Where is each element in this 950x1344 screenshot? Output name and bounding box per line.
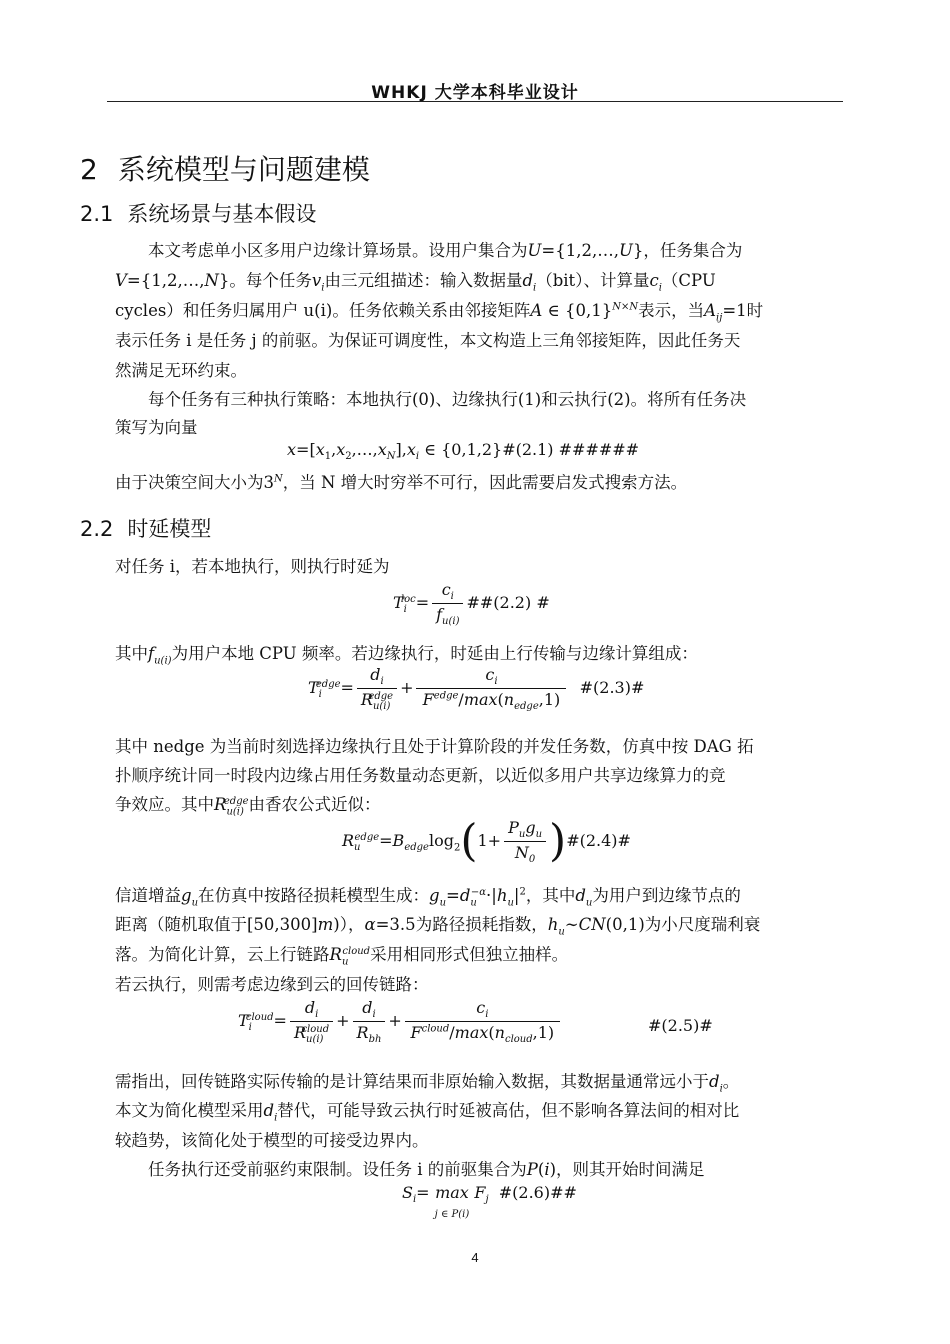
paragraph-line: 任务执行还受前驱约束限制。设任务 i 的前驱集合为P(i)，则其开始时间满足 — [148, 1160, 705, 1179]
equation-2-5: $T_i^{cloud}=$ $\frac{d_i}{R_{u(i)}^{cloud}}$ + $\frac{d_i}{R_{bh}}$ + $\frac{c_i}{F^{cloud}/\max(n_{cloud},1)}$ #(2.5)# — [238, 998, 713, 1046]
text-span: 为用户到边缘节点的 — [592, 886, 741, 905]
text-span: 由香农公式近似： — [248, 795, 381, 814]
paragraph-line: 其中 nedge 为当前时刻选择边缘执行且处于计算阶段的并发任务数，仿真中按 DAG 拓 — [115, 737, 754, 756]
paragraph-line: 其中$f_{u(i)}$为用户本地 CPU 频率。若边缘执行，时延由上行传输与边缘计算组成： — [115, 644, 698, 667]
paragraph-line: 较趋势，该简化处于模型的可接受边界内。 — [115, 1131, 429, 1150]
equation-label: #(2.3)# — [579, 678, 645, 698]
equation-label: #(2.1) ###### — [502, 440, 640, 459]
text-span: 信道增益 — [115, 886, 181, 905]
text-span: （bit）、计算量 — [536, 271, 650, 290]
paragraph-line: 若云执行，则需考虑边缘到云的回传链路： — [115, 975, 429, 994]
paragraph-line: cycles）和任务归属用户 u(i)。任务依赖关系由邻接矩阵A ∈ $\{0,1\}^{N\times N}$表示，当$A_{ij}=1$时 — [115, 301, 764, 324]
text-span: ，当 N 增大时穷举不可行，因此需要启发式搜索方法。 — [282, 473, 688, 492]
text-span: cycles）和任务归属用户 u(i)。任务依赖关系由邻接矩阵 — [115, 301, 531, 320]
text-span: 由于决策空间大小为3 — [115, 473, 274, 492]
text-span: 采用相同形式但独立抽样。 — [370, 945, 569, 964]
equation-2-2: $T_i^{loc}=$ $\frac{c_i}{f_{u(i)}}$ ##(2.2) # — [393, 580, 550, 628]
equation-label: #(2.6)## — [498, 1183, 577, 1202]
paragraph-line: 扑顺序统计同一时段内边缘占用任务数量动态更新，以近似多用户共享边缘算力的竞 — [115, 766, 726, 785]
chapter-heading — [80, 148, 370, 188]
text-span: 任务执行还受前驱约束限制。设任务 i 的前驱集合为 — [148, 1160, 527, 1179]
header-rule — [107, 101, 843, 102]
text-span: 在仿真中按路径损耗模型生成： — [198, 886, 430, 905]
text-span: 替代，可能导致云执行时延被高估，但不影响各算法间的相对比 — [277, 1101, 740, 1120]
paragraph-line: V={1,2,…,N}。每个任务$v_i$由三元组描述：输入数据量$d_i(bit)$、计算量$c_i(CPU$ — [115, 271, 716, 294]
paragraph-line: 本文为简化模型采用$d_i$替代，可能导致云执行时延被高估，但不影响各算法间的相对比 — [115, 1101, 740, 1124]
text-span: 为路径损耗指数， — [415, 915, 548, 934]
paragraph-line: 需指出，回传链路实际传输的是计算结果而非原始输入数据，其数据量通常远小于$d_i$。 — [115, 1072, 740, 1095]
section-title: 系统场景与基本假设 — [127, 202, 317, 226]
text-span: 为用户本地 CPU 频率。若边缘执行，时延由上行传输与边缘计算组成： — [171, 644, 698, 663]
paragraph-line: 争效应。其中$R_{u(i)}^{edge}$由香农公式近似： — [115, 795, 381, 818]
equation-2-3: $T_i^{edge}=$ $\frac{d_i}{R_{u(i)}^{edge}}$ + $\frac{c_i}{F^{edge}/\max(n_{edge},1)}$ #(2.3)# — [308, 665, 645, 713]
equation-label: ##(2.2) # — [466, 593, 550, 613]
paragraph-line: 落。为简化计算，云上行链路$R_u^{cloud}$采用相同形式但独立抽样。 — [115, 945, 569, 968]
equation-2-4: $R_u^{edge}=B_{edge}\log_2(1+$ $\frac{P_ug_u}{N_0}$ )#(2.4)# — [342, 815, 631, 867]
equation-2-1: $x=[x_1,x_2,\dots,x_N],x_i$ ∈ {0,1,2}#(2.1) ###### — [287, 440, 640, 463]
text-span: 由三元组描述：输入数据量 — [324, 271, 523, 290]
page-header: WHKJ 大学本科毕业设计 — [371, 83, 579, 103]
chapter-title: 系统模型与问题建模 — [117, 153, 370, 186]
paragraph-line: 策写为向量 — [115, 418, 198, 437]
paragraph-line: 然满足无环约束。 — [115, 361, 247, 380]
text-span: ，其中 — [525, 886, 576, 905]
paragraph-line: 距离（随机取值于[50,300]m)），α=3.5为路径损耗指数，$h_u\sim CN(0,1)$为小尺度瑞利衰 — [115, 915, 761, 938]
text-span: 时 — [746, 301, 764, 320]
text-span: ，则其开始时间满足 — [556, 1160, 705, 1179]
text-span: ，任务集合为 — [643, 241, 743, 260]
section-number: 2.2 — [80, 517, 114, 541]
section-number: 2.1 — [80, 202, 114, 226]
chapter-number: 2 — [80, 153, 98, 186]
paragraph-line: 本文考虑单小区多用户边缘计算场景。设用户集合为U={1,2,…,U}，任务集合为 — [148, 241, 743, 260]
text-span: 其中 — [115, 644, 148, 663]
paragraph-line: 每个任务有三种执行策略：本地执行(0)、边缘执行(1)和云执行(2)。将所有任务决 — [148, 390, 747, 409]
text-span: 表示，当 — [638, 301, 705, 320]
text-span: 需指出，回传链路实际传输的是计算结果而非原始输入数据，其数据量通常远小于 — [115, 1072, 709, 1091]
equation-label: #(2.4)# — [566, 831, 631, 851]
equation-2-6: $S_i= \max$ j ∈ P(i) $F_j$ #(2.6)## — [402, 1183, 577, 1220]
text-span: 落。为简化计算，云上行链路 — [115, 945, 330, 964]
section-title: 时延模型 — [127, 517, 212, 541]
text-span: 争效应。其中 — [115, 795, 214, 814]
text-span: 。每个任务 — [229, 271, 312, 290]
paragraph-line: 信道增益$g_u$在仿真中按路径损耗模型生成：$g_u=d_u^{-\alpha}\cdot|h_u|^2$，其中$d_u$为用户到边缘节点的 — [115, 886, 741, 909]
paragraph-line: 表示任务 i 是任务 j 的前驱。为保证可调度性，本文构造上三角邻接矩阵，因此任务天 — [115, 331, 741, 350]
equation-label: #(2.5)# — [648, 1016, 713, 1035]
page-number: 4 — [471, 1250, 479, 1265]
text-span: 本文考虑单小区多用户边缘计算场景。设用户集合为 — [148, 241, 528, 260]
paragraph-line: 由于决策空间大小为$3^N$，当 N 增大时穷举不可行，因此需要启发式搜索方法。 — [115, 473, 688, 492]
text-span: 本文为简化模型采用 — [115, 1101, 264, 1120]
paragraph-line: 对任务 i，若本地执行，则执行时延为 — [115, 557, 390, 576]
section-heading-2-1 — [80, 198, 316, 228]
text-span: （CPU — [661, 271, 716, 290]
text-span: ）， — [339, 915, 365, 934]
text-span: 为小尺度瑞利衰 — [644, 915, 761, 934]
text-span: 距离（随机取值于 — [115, 915, 247, 934]
section-heading-2-2 — [80, 513, 211, 543]
